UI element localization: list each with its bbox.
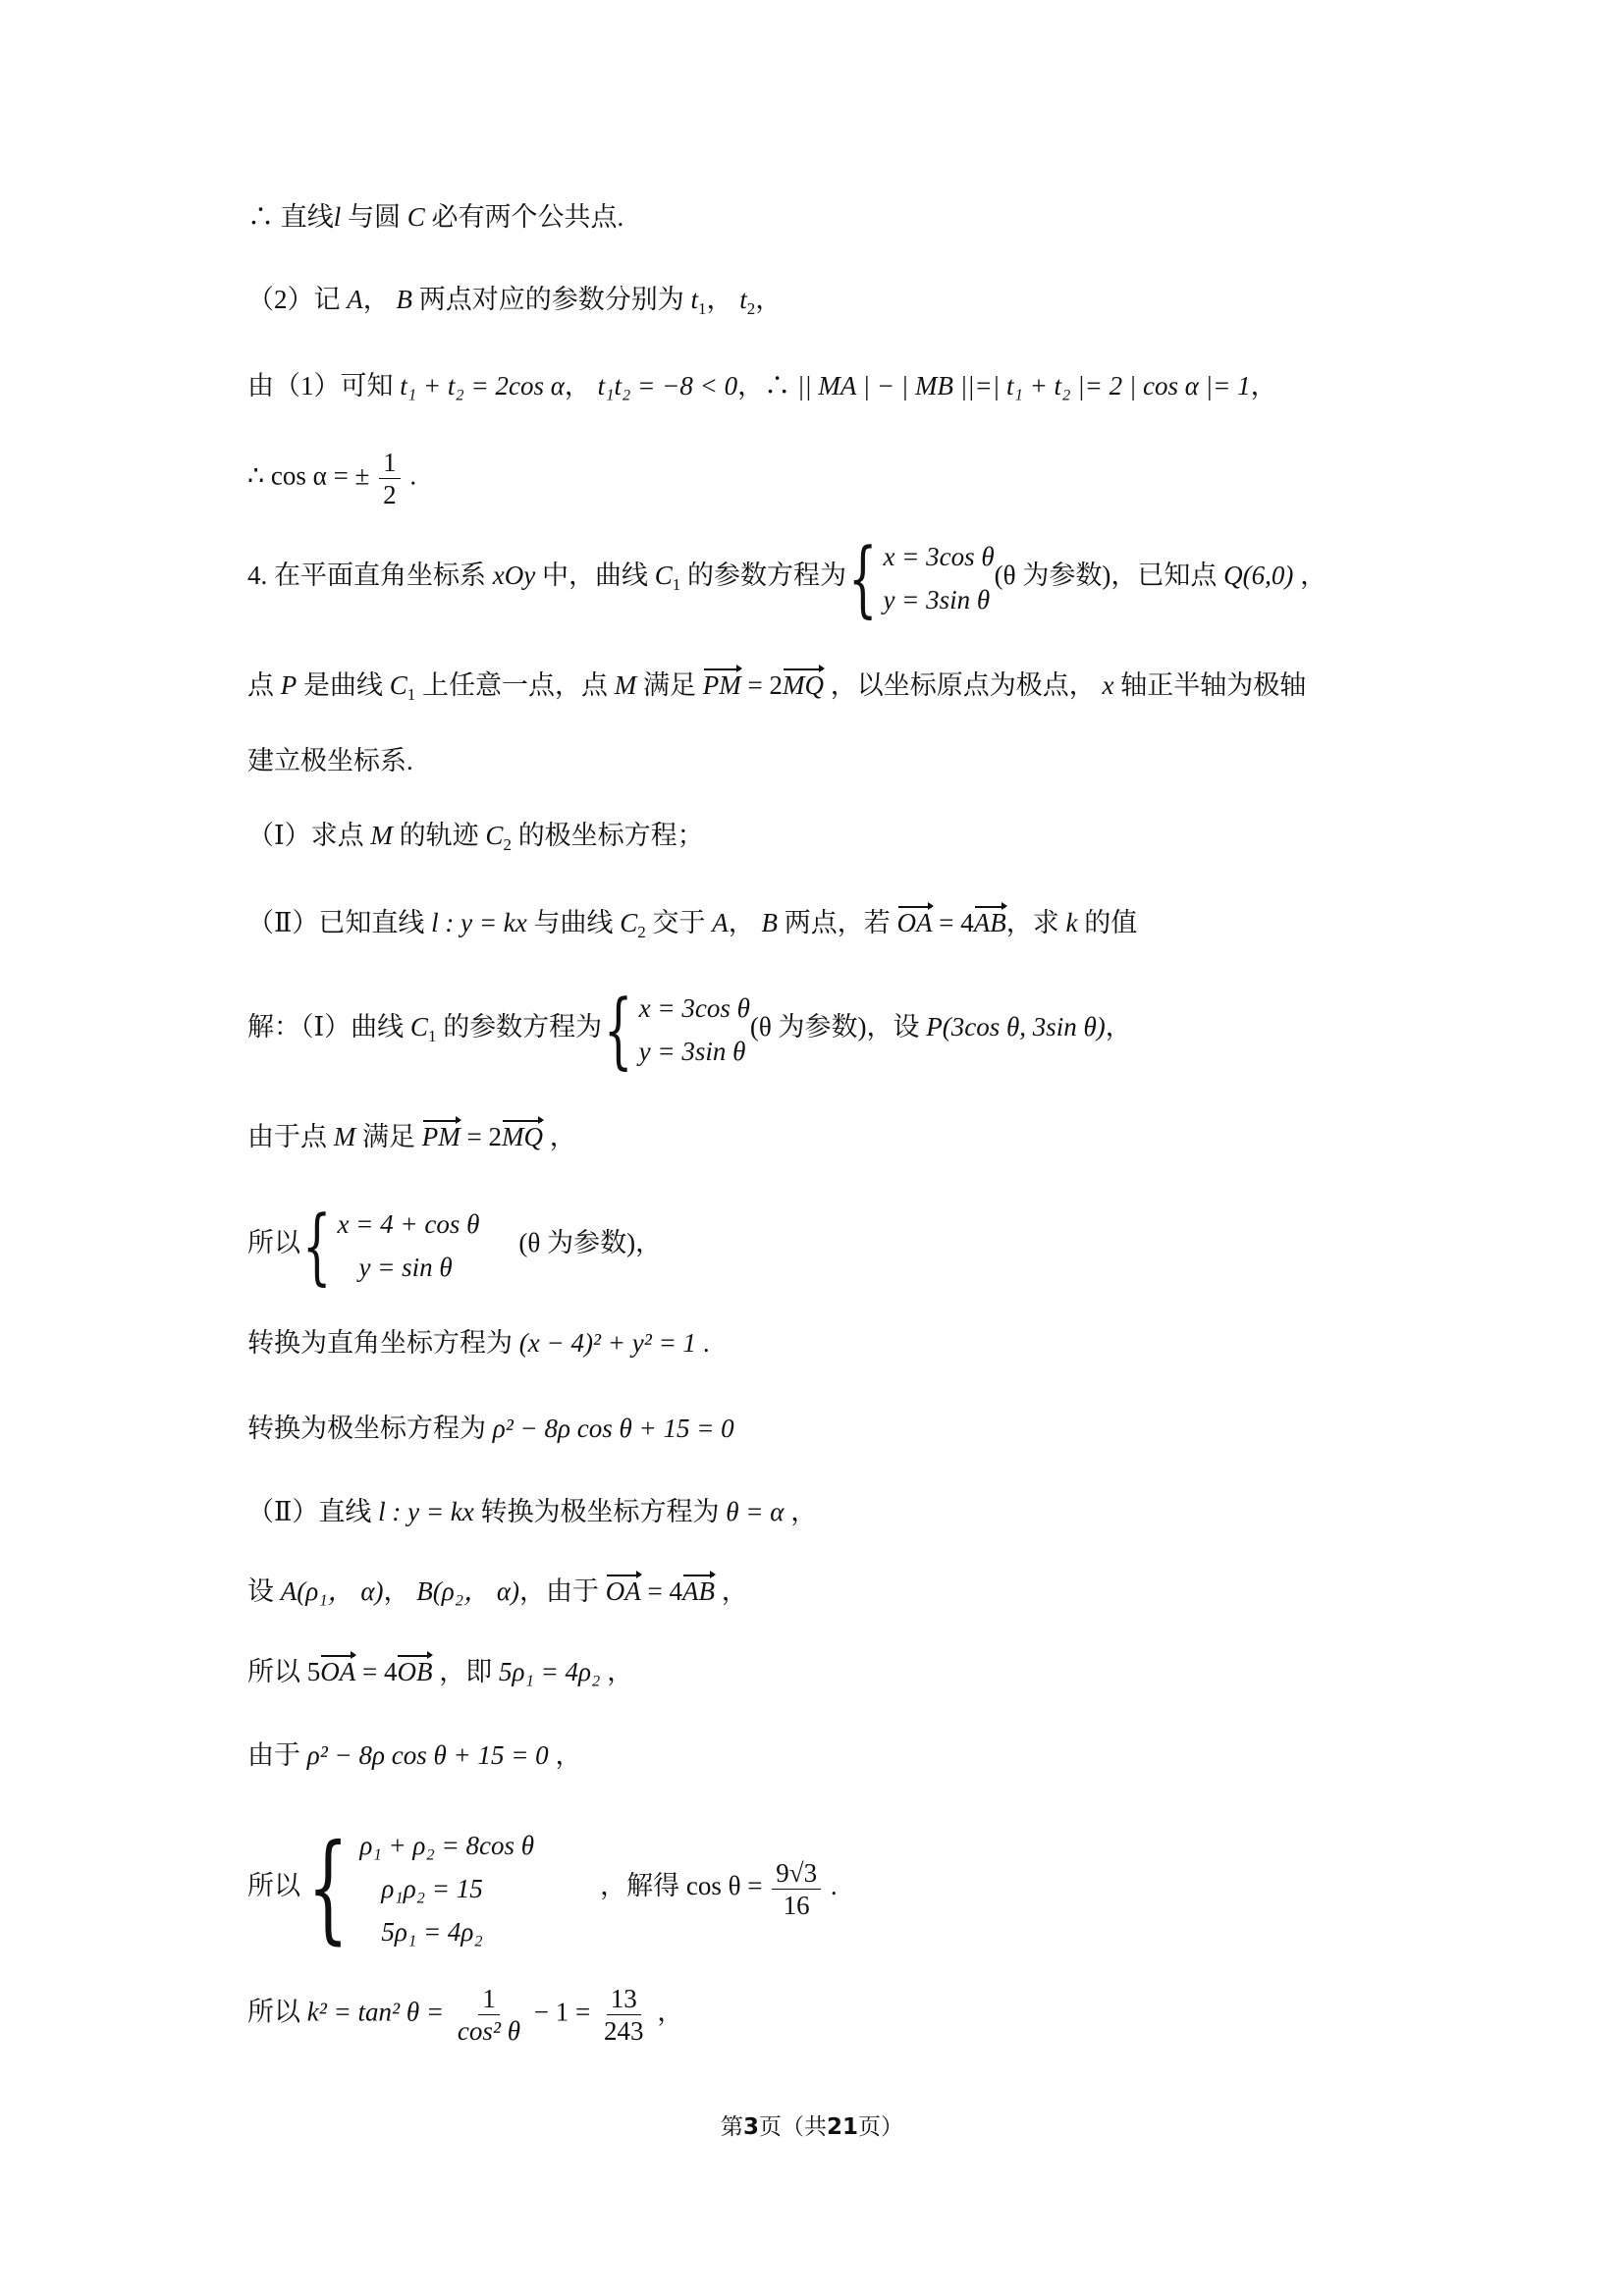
solution-step-1 <box>247 982 1132 1078</box>
math-var: x <box>1102 670 1114 700</box>
fraction <box>454 1983 524 2047</box>
text: 中，曲线 <box>535 561 655 591</box>
equation-row: y = sin θ <box>358 1253 453 1282</box>
text: 轴正半轴为极轴 <box>1113 670 1307 700</box>
subscript: 1 <box>698 299 707 318</box>
text: (θ 为参数)，已知点 <box>994 561 1224 591</box>
text: 是曲线 <box>297 670 390 700</box>
solution-step-5 <box>247 1411 734 1446</box>
text: ，以坐标原点为极点， <box>823 670 1103 700</box>
text: （Ⅱ）直线 <box>247 1497 379 1526</box>
math-var: t <box>690 285 699 314</box>
math-var: A <box>347 285 363 314</box>
text: （Ⅱ）已知直线 <box>247 908 432 937</box>
denominator: 243 <box>603 2016 644 2046</box>
vector: OA <box>320 1654 355 1689</box>
fraction <box>379 447 401 510</box>
text: = 4 <box>355 1657 398 1686</box>
math-expr: t₁ + t₂ = 2cos α <box>400 371 565 400</box>
text: 设 <box>247 1576 281 1606</box>
text: 所以 <box>247 1228 300 1258</box>
text: （Ⅰ）求点 <box>247 821 371 850</box>
vector: PM <box>703 667 741 703</box>
vector: MQ <box>783 667 824 703</box>
text: 转换为直角坐标方程为 <box>247 1328 519 1358</box>
text: ， <box>1293 561 1327 591</box>
text: 交于 <box>645 908 713 937</box>
math-var: C <box>409 1012 428 1042</box>
math-expr: Q(6,0) <box>1223 561 1294 591</box>
text: ， <box>600 1657 634 1686</box>
math-var: B <box>396 285 412 314</box>
text: 满足 <box>636 670 703 700</box>
equation-row: x = 3cos θ <box>883 542 995 571</box>
text-line-vieta <box>247 368 1277 403</box>
vector: PM <box>422 1119 460 1154</box>
math-expr: (x − 4)² + y² = 1 <box>518 1328 697 1358</box>
denominator: 16 <box>783 1890 810 1920</box>
text: 转换为极坐标方程为 <box>247 1414 493 1443</box>
subscript: 2 <box>503 835 512 854</box>
text: ，求 <box>1005 908 1066 937</box>
denominator: cos² θ <box>457 2016 520 2046</box>
text: 由（1）可知 <box>247 371 401 400</box>
text: 页） <box>858 2114 904 2140</box>
math-expr: ρ² − 8ρ cos θ + 15 = 0 <box>306 1740 549 1770</box>
text: 所以 <box>247 1997 307 2027</box>
subscript: 2 <box>746 299 756 318</box>
solution-step-4 <box>247 1325 710 1361</box>
text: 转换为极坐标方程为 <box>473 1497 727 1526</box>
math-var: M <box>614 670 637 700</box>
total-pages: 21 <box>827 2114 859 2140</box>
equation-row: 5ρ₁ = 4ρ₂ <box>381 1917 483 1947</box>
text: 页（共 <box>759 2114 827 2140</box>
question-4-stem <box>247 530 1327 626</box>
subscript: 2 <box>637 923 646 941</box>
text: 的轨迹 <box>392 821 486 850</box>
question-4-part-2 <box>247 905 1137 940</box>
math-var: C <box>406 202 425 232</box>
vector: OA <box>606 1574 641 1609</box>
text: − 1 = <box>527 1997 597 2027</box>
text: （2）记 <box>247 285 348 314</box>
math-var: C <box>485 821 504 850</box>
text: 的参数方程为 <box>680 561 846 591</box>
text: (θ 为参数)，设 <box>749 1012 927 1042</box>
text: 两点对应的参数分别为 <box>412 285 691 314</box>
text: 所以 <box>247 1871 300 1901</box>
math-expr: 5ρ₁ = 4ρ₂ <box>498 1657 601 1686</box>
brace-icon: { <box>302 1198 332 1294</box>
text: ， <box>383 1576 417 1606</box>
math-expr: || MA | − | MB ||=| t₁ + t₂ |= 2 | cos α |= 1 <box>796 371 1251 400</box>
denominator: 2 <box>383 480 397 509</box>
math-expr: P(3cos θ, 3sin θ) <box>926 1012 1106 1042</box>
text: . <box>824 1871 838 1901</box>
page-number: 3 <box>742 2114 759 2140</box>
text: ∴ cos α = ± <box>247 460 377 491</box>
text: ， <box>755 285 783 314</box>
math-expr: B(ρ₂， α) <box>416 1576 519 1606</box>
math-expr: l : y = kx <box>378 1497 474 1526</box>
equation-row: y = 3sin θ <box>883 585 991 614</box>
math-expr: t₁t₂ = −8 < 0 <box>597 371 738 400</box>
text: . <box>403 460 417 491</box>
math-var: M <box>370 821 393 850</box>
solution-step-2 <box>247 1119 576 1154</box>
text: 所以 5 <box>247 1657 321 1686</box>
text: ， <box>1250 371 1277 400</box>
equation-row: x = 3cos θ <box>638 993 750 1023</box>
text: 解：（Ⅰ）曲线 <box>247 1012 410 1042</box>
fraction <box>772 1857 821 1921</box>
equation-row: y = 3sin θ <box>638 1037 746 1066</box>
text: ，即 <box>432 1657 499 1686</box>
math-var: k <box>1065 908 1078 937</box>
math-expr: k² = tan² θ = <box>306 1997 451 2027</box>
equation-row: x = 4 + cos θ <box>337 1209 480 1239</box>
solution-step-7 <box>247 1574 748 1609</box>
math-var: t <box>739 285 747 314</box>
text: 建立极坐标系. <box>247 746 413 775</box>
text: ， <box>650 1997 684 2027</box>
text: 的值 <box>1077 908 1138 937</box>
subscript: 1 <box>672 575 681 595</box>
equation-system <box>300 1198 480 1294</box>
solution-step-9 <box>247 1737 581 1773</box>
text: ， <box>362 285 397 314</box>
math-expr: A(ρ₁， α) <box>280 1576 384 1606</box>
text: ， <box>714 1576 748 1606</box>
numerator: 9√3 <box>772 1857 821 1890</box>
math-expr: ρ² − 8ρ cos θ + 15 = 0 <box>492 1414 734 1443</box>
question-4-stem-cont <box>247 667 1306 703</box>
question-4-part-1 <box>247 818 704 853</box>
brace-icon: { <box>604 982 633 1078</box>
text: 由于 <box>247 1740 307 1770</box>
numerator: 1 <box>478 1983 500 2015</box>
equation-row: ρ₁ + ρ₂ = 8cos θ <box>359 1831 534 1860</box>
vector: MQ <box>502 1119 543 1154</box>
text: 4. 在平面直角坐标系 <box>247 561 493 591</box>
text: 的参数方程为 <box>436 1012 603 1042</box>
text: ， <box>728 908 762 937</box>
text: 的极坐标方程； <box>511 821 704 850</box>
text: ∴ 直线 <box>247 202 334 232</box>
vector: AB <box>682 1574 715 1609</box>
text: ，由于 <box>519 1576 606 1606</box>
text: ， <box>542 1122 576 1151</box>
math-var: l <box>333 202 342 232</box>
text: ， <box>784 1497 818 1526</box>
brace-icon: { <box>848 530 878 626</box>
solution-step-3 <box>247 1198 663 1294</box>
math-expr: l : y = kx <box>431 908 527 937</box>
equation-system <box>846 530 995 626</box>
subscript: 1 <box>427 1027 437 1046</box>
text-line-conclusion <box>247 199 623 235</box>
subscript: 1 <box>406 685 416 704</box>
question-4-stem-end <box>247 743 413 778</box>
text: . <box>696 1328 710 1358</box>
text: ， <box>564 371 598 400</box>
text-line-part2 <box>247 282 782 317</box>
math-var: P <box>280 670 298 700</box>
text: = 4 <box>640 1576 682 1606</box>
text: 两点，若 <box>778 908 897 937</box>
equation-row: ρ₁ρ₂ = 15 <box>381 1874 483 1903</box>
math-var: C <box>620 908 638 937</box>
text: (θ 为参数)， <box>518 1228 663 1258</box>
math-var: B <box>761 908 779 937</box>
text-line-cos-result <box>247 447 416 510</box>
numerator: 13 <box>607 1983 641 2015</box>
math-expr: θ = α <box>726 1497 785 1526</box>
text: = 2 <box>740 670 783 700</box>
text: = 4 <box>932 908 974 937</box>
text: = 2 <box>460 1122 502 1151</box>
text: ， <box>706 285 740 314</box>
equation-system <box>602 982 750 1078</box>
text: ，解得 cos θ = <box>593 1871 770 1901</box>
equation-system <box>300 1820 566 1956</box>
math-var: C <box>389 670 407 700</box>
page-footer <box>0 2109 1624 2141</box>
text: 上任意一点，点 <box>415 670 615 700</box>
fraction <box>600 1983 648 2047</box>
text: ，∴ <box>737 371 797 400</box>
text: ， <box>548 1740 582 1770</box>
math-var: M <box>333 1122 356 1151</box>
solution-step-6 <box>247 1494 817 1529</box>
text: 必有两个公共点. <box>424 202 624 232</box>
text: 由于点 <box>247 1122 334 1151</box>
math-var: xOy <box>492 561 536 591</box>
math-var: C <box>654 561 673 591</box>
text: 第 <box>720 2114 743 2140</box>
numerator: 1 <box>379 447 401 479</box>
text: 点 <box>247 670 281 700</box>
solution-step-8 <box>247 1654 633 1689</box>
brace-icon: { <box>307 1820 350 1956</box>
math-var: A <box>712 908 729 937</box>
text: 满足 <box>355 1122 422 1151</box>
text: 与曲线 <box>526 908 621 937</box>
solution-step-11 <box>247 1983 683 2047</box>
solution-step-10 <box>247 1820 838 1956</box>
vector: OA <box>897 905 933 940</box>
text: 与圆 <box>341 202 407 232</box>
text: ， <box>1105 1012 1132 1042</box>
vector: OB <box>397 1654 432 1689</box>
vector: AB <box>974 905 1006 940</box>
